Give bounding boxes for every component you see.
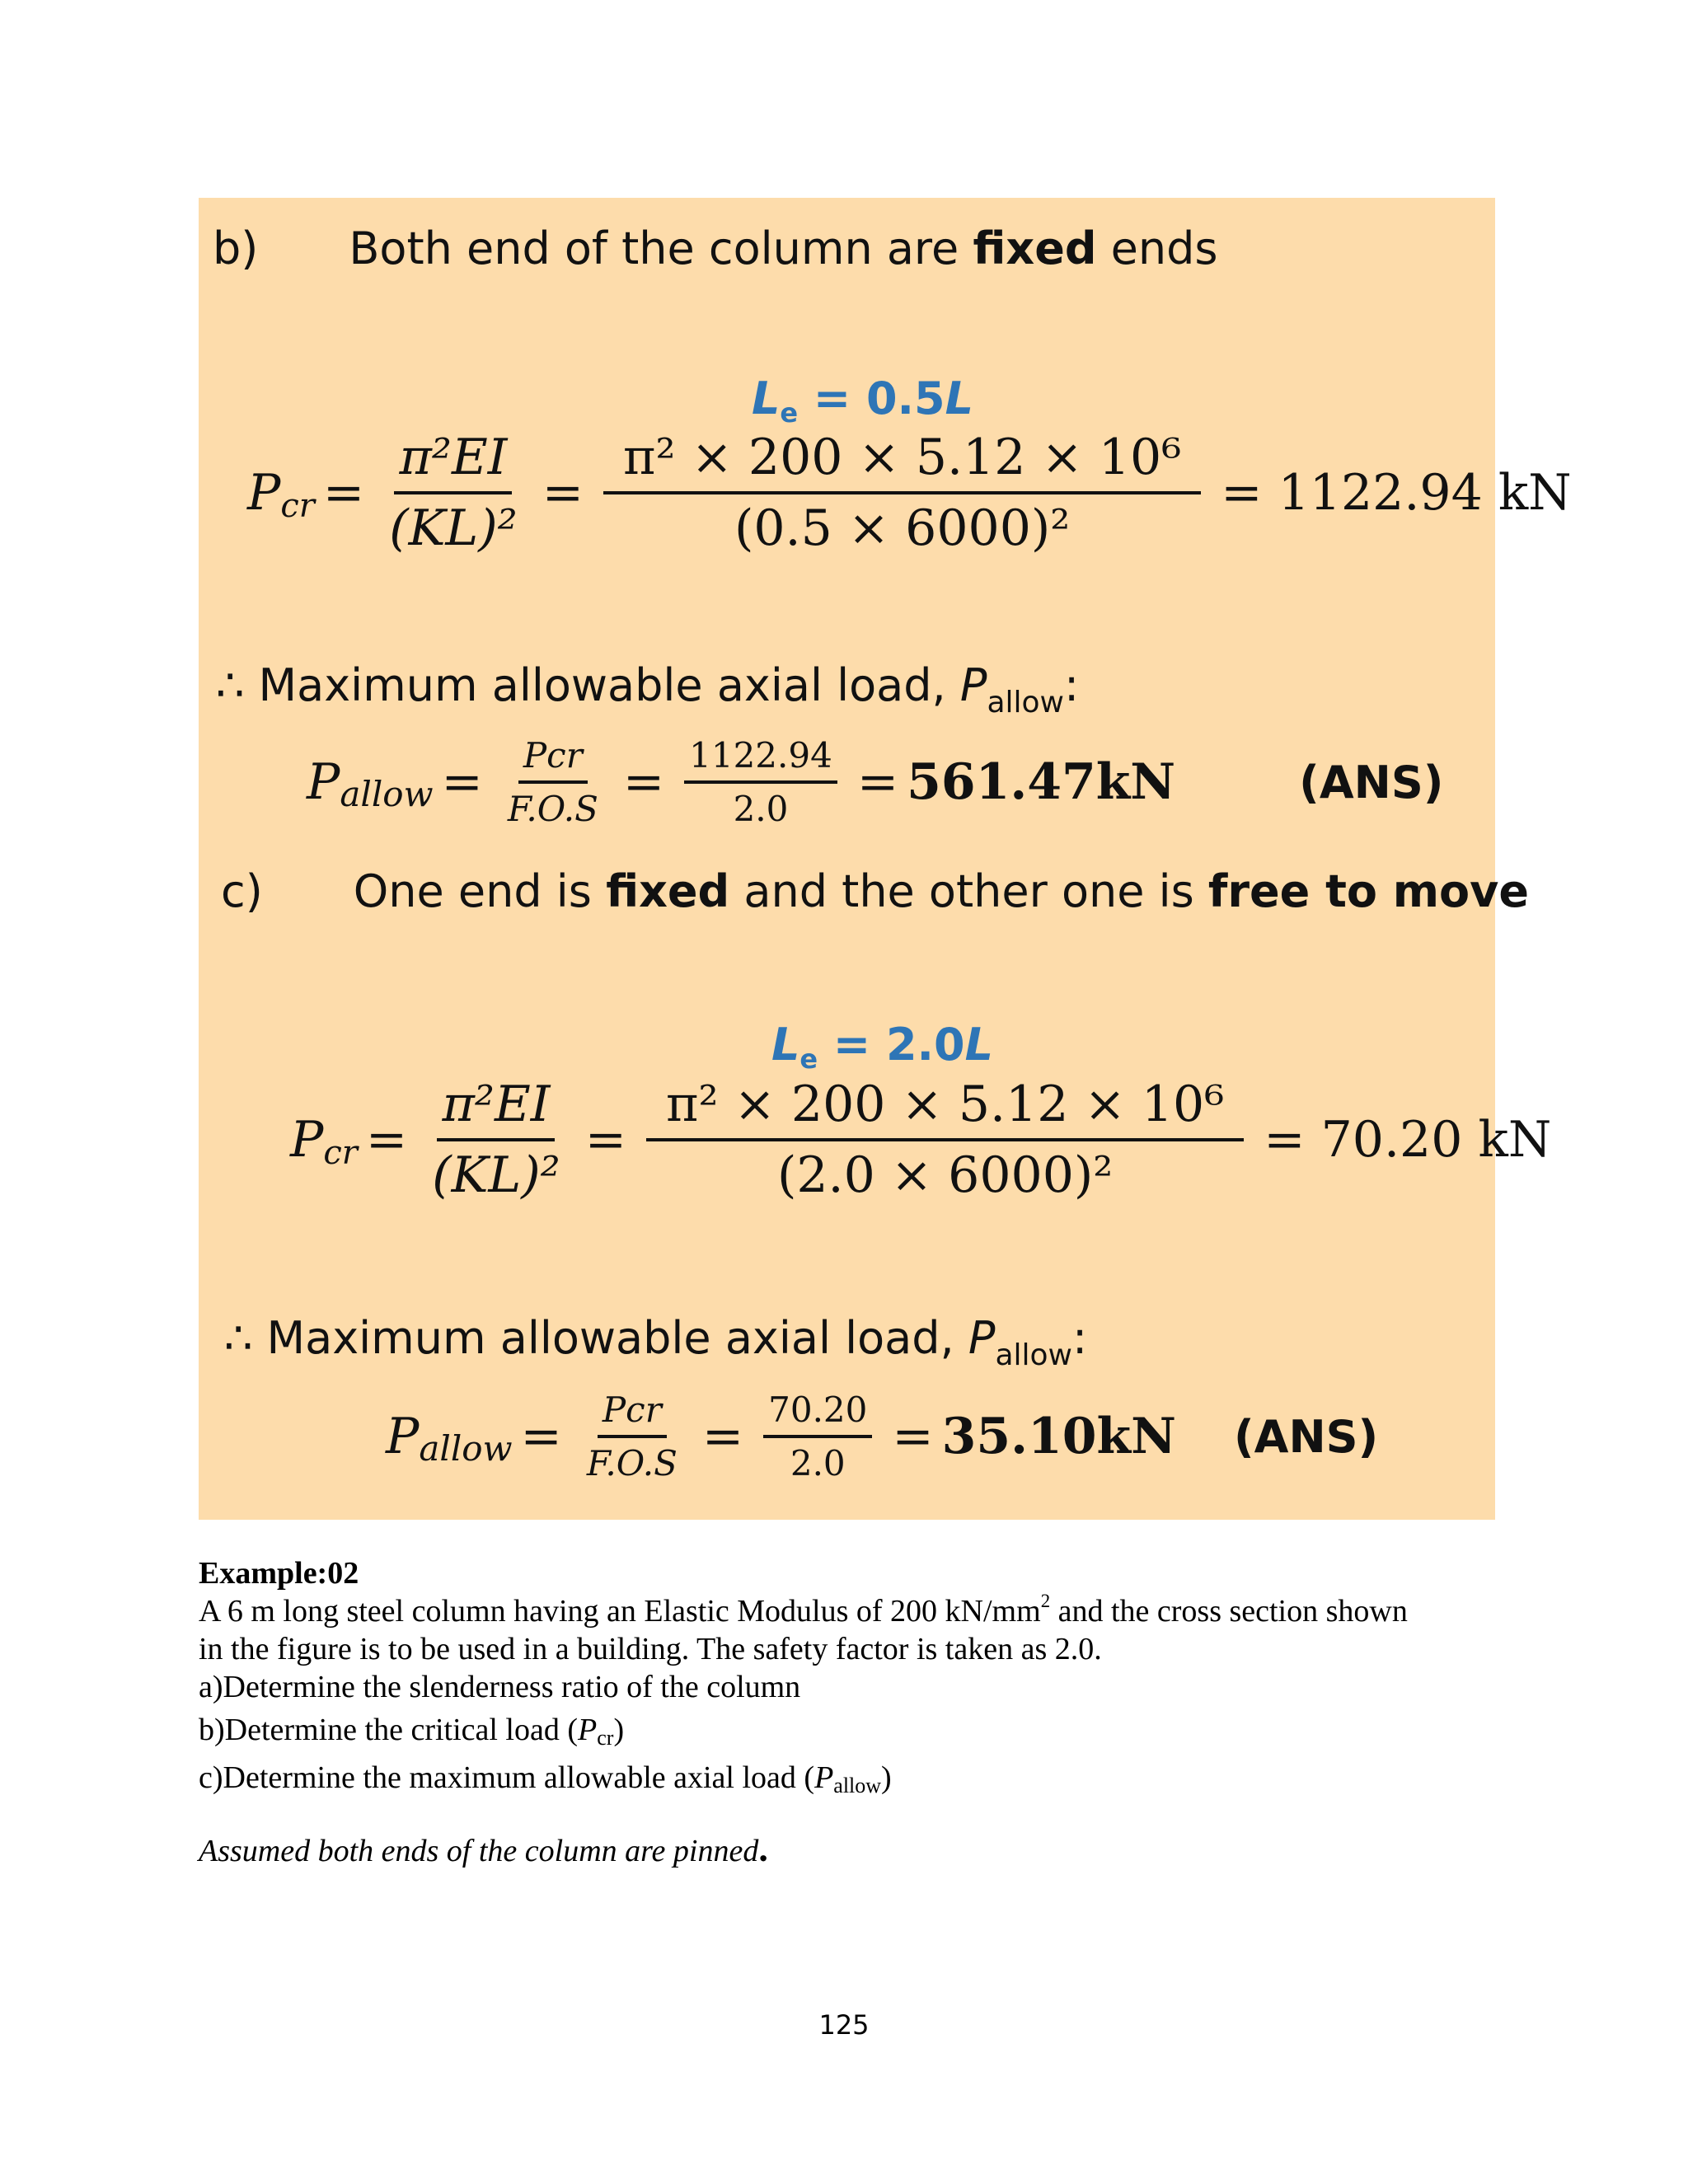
- line-text: A 6 m long steel column having an Elastic Modulus of 200 kN/mm: [199, 1594, 1041, 1629]
- item-text: c)Determine the maximum allowable axial load (: [199, 1760, 815, 1795]
- pcr-subscript: cr: [280, 487, 315, 525]
- answer-value: 561.47kN: [907, 753, 1176, 811]
- pallow-symbol: P: [307, 753, 340, 811]
- line-text-end: and the cross section shown: [1050, 1594, 1408, 1629]
- le-symbol: L: [752, 373, 781, 424]
- fraction-numerator: 70.20: [763, 1390, 872, 1438]
- fraction-denominator: (KL)²: [389, 499, 518, 557]
- pcr-symbol: P: [247, 464, 281, 522]
- section-c-label: c): [221, 865, 263, 917]
- pallow-subscript: allow: [419, 1427, 513, 1469]
- fraction-numerator: π²EI: [394, 429, 512, 494]
- fraction-numerator: Pcr: [518, 735, 588, 784]
- pallow-symbol: P: [814, 1760, 834, 1795]
- therefore-symbol: P: [968, 1312, 996, 1364]
- answer-tag: (ANS): [1299, 756, 1444, 808]
- fraction-fos: [503, 735, 603, 829]
- therefore-line-c: [224, 1312, 1087, 1372]
- pcr-symbol: P: [290, 1111, 324, 1169]
- therefore-line-b: [216, 659, 1079, 719]
- example-item-a: a)Determine the slenderness ratio of the column: [199, 1670, 801, 1704]
- section-b-heading: [213, 223, 1218, 274]
- fraction-numerator: π² × 200 × 5.12 × 10⁶: [603, 429, 1201, 494]
- pallow-equation-b: P allow = $\frac{\text{Pcr}}{F.O.S}$ = $\frac{1122.94}{2.0}$ = 561.47kN (ANS): [307, 735, 1444, 829]
- effective-length-c: [771, 1019, 993, 1075]
- pallow-subscript: allow: [833, 1774, 882, 1797]
- assumption-text: Assumed both ends of the column are pinned: [199, 1834, 759, 1868]
- example-item-b: [199, 1711, 624, 1757]
- le-value: = 2.0: [818, 1019, 965, 1071]
- answer-value: 35.10kN: [941, 1408, 1176, 1465]
- heading-text: Both end of the column are: [349, 223, 973, 274]
- fraction-denominator: (2.0 × 6000)²: [776, 1146, 1114, 1204]
- pcr-result: = 1122.94 kN: [1221, 464, 1572, 522]
- fraction-denominator: (KL)²: [432, 1146, 560, 1204]
- item-text: b)Determine the critical load (: [199, 1713, 579, 1747]
- fraction-values: [684, 735, 837, 829]
- pcr-equation-c: P cr = $\frac{\text{π²EI}}{\text{(KL)²}}$ = $\frac{\text{π² × 200 × 5.12 × 10⁶}}{\text{(2.0 × 6000)²}}$ = 70.20 kN: [290, 1076, 1552, 1204]
- fraction-substituted: [646, 1076, 1244, 1204]
- section-b-label: b): [213, 223, 259, 274]
- fraction-numerator: π² × 200 × 5.12 × 10⁶: [646, 1076, 1244, 1141]
- heading-bold: fixed: [606, 865, 730, 917]
- pcr-subscript: cr: [597, 1726, 614, 1750]
- fraction-denominator: 2.0: [790, 1443, 846, 1483]
- example-title: Example:02: [199, 1556, 359, 1591]
- heading-bold-2: free to move: [1207, 865, 1529, 917]
- le-symbol: L: [771, 1019, 800, 1071]
- therefore-colon: :: [1072, 1312, 1088, 1364]
- therefore-symbol: P: [959, 659, 987, 711]
- pcr-result: = 70.20 kN: [1264, 1111, 1552, 1169]
- fraction-denominator: F.O.S: [507, 789, 598, 829]
- heading-bold: fixed: [973, 223, 1097, 274]
- fraction-euler: [427, 1076, 565, 1204]
- pcr-symbol: P: [578, 1713, 598, 1747]
- therefore-text: ∴ Maximum allowable axial load,: [216, 659, 960, 711]
- le-length-symbol: L: [964, 1019, 994, 1071]
- pallow-subscript: allow: [340, 773, 434, 814]
- heading-text: One end is: [353, 865, 607, 917]
- le-length-symbol: L: [945, 373, 974, 424]
- fraction-numerator: π²EI: [437, 1076, 555, 1141]
- page-number: 125: [818, 2009, 870, 2041]
- le-subscript: e: [780, 397, 799, 429]
- example-item-c: [199, 1759, 892, 1805]
- heading-text-mid: and the other one is: [729, 865, 1208, 917]
- fraction-denominator: F.O.S: [586, 1443, 678, 1483]
- assumption-dot: .: [758, 1827, 768, 1869]
- fraction-fos: [582, 1390, 682, 1483]
- pallow-symbol: P: [386, 1408, 420, 1465]
- item-text-end: ): [613, 1713, 625, 1747]
- le-subscript: e: [799, 1043, 818, 1075]
- pallow-equation-c: P allow = $\frac{\text{Pcr}}{F.O.S}$ = $\frac{70.20}{2.0}$ = 35.10kN (ANS): [386, 1390, 1379, 1483]
- fraction-values: [763, 1390, 872, 1483]
- fraction-substituted: [603, 429, 1201, 557]
- example-line-2: in the figure is to be used in a building. The safety factor is taken as 2.0.: [199, 1632, 1102, 1666]
- pcr-equation-b: P cr = $\frac{\text{π²EI}}{\text{(KL)²}}$ = $\frac{\text{π² × 200 × 5.12 × 10⁶}}{\text{(0.5 × 6000)²}}$ = 1122.94 kN: [247, 429, 1572, 557]
- therefore-colon: :: [1064, 659, 1080, 711]
- therefore-subscript: allow: [995, 1338, 1072, 1372]
- fraction-numerator: 1122.94: [684, 735, 837, 784]
- superscript: 2: [1040, 1590, 1051, 1611]
- section-c-heading: [221, 865, 1529, 917]
- pcr-subscript: cr: [323, 1134, 358, 1172]
- fraction-denominator: 2.0: [733, 789, 789, 829]
- fraction-numerator: Pcr: [598, 1390, 667, 1438]
- example-assumption: [199, 1827, 768, 1870]
- therefore-subscript: allow: [987, 686, 1064, 719]
- example-line-1: [199, 1592, 1408, 1630]
- item-text-end: ): [881, 1760, 892, 1795]
- effective-length-b: [752, 373, 973, 429]
- therefore-text: ∴ Maximum allowable axial load,: [224, 1312, 968, 1364]
- fraction-euler: [384, 429, 523, 557]
- fraction-denominator: (0.5 × 6000)²: [734, 499, 1071, 557]
- le-value: = 0.5: [798, 373, 945, 424]
- answer-tag: (ANS): [1233, 1410, 1379, 1463]
- heading-text-end: ends: [1096, 223, 1218, 274]
